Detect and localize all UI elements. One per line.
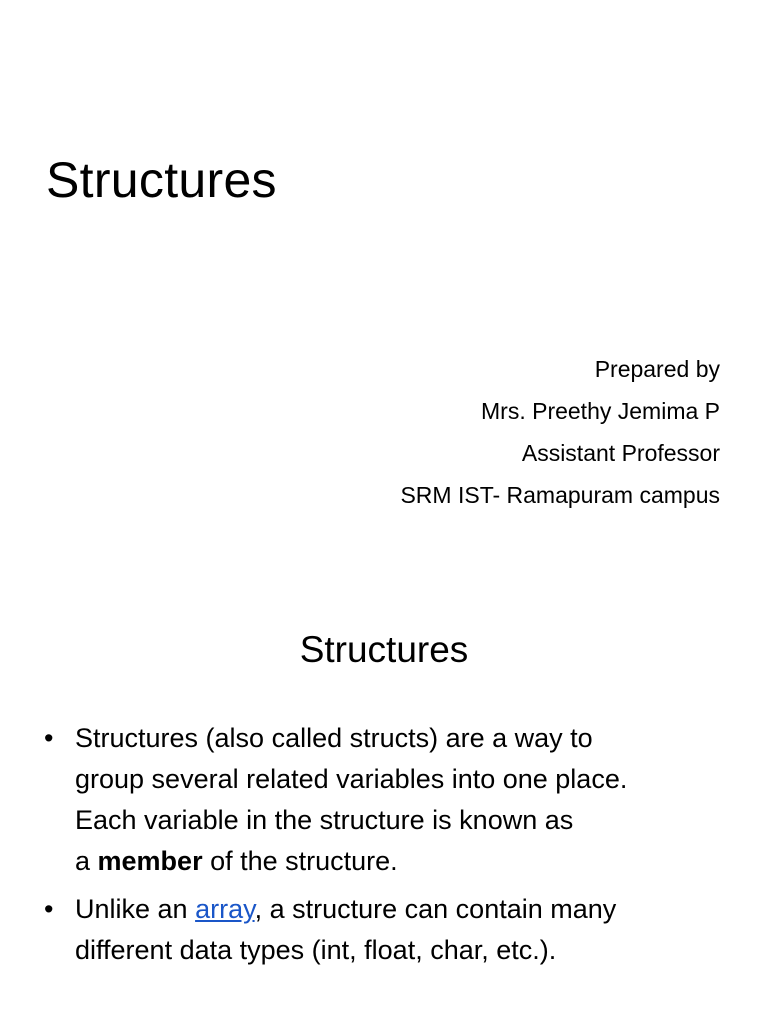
bullet-text-fragment: Unlike an [75, 894, 196, 924]
author-institution-line: SRM IST- Ramapuram campus [400, 482, 720, 508]
array-link[interactable]: array [195, 894, 255, 924]
author-title-line: Assistant Professor [521, 440, 720, 466]
bullet-item-definition [44, 718, 724, 882]
bullet-item-comparison [44, 889, 724, 971]
slide-1-title: Structures [46, 152, 277, 208]
bullet-icon: • [44, 723, 54, 753]
bullet-text-fragment: a [75, 846, 98, 876]
bullet-text-fragment: , a structure can contain many [254, 894, 617, 924]
bullet-text-line [75, 841, 724, 882]
author-name-line: Mrs. Preethy Jemima P [481, 398, 720, 424]
bullet-text-fragment: of the structure. [202, 846, 398, 876]
bullet-list [44, 718, 724, 978]
member-keyword: member [97, 846, 203, 876]
bullet-text-line: Each variable in the structure is known as [75, 805, 574, 835]
bullet-text-line [75, 889, 724, 930]
slide-2-title: Structures [299, 629, 469, 670]
bullet-text-line: Structures (also called structs) are a way to [75, 723, 593, 753]
author-block [400, 348, 720, 516]
bullet-text-line: different data types (int, float, char, etc.). [75, 935, 557, 965]
bullet-text-line: group several related variables into one place. [75, 764, 628, 794]
prepared-by-line: Prepared by [594, 356, 720, 382]
bullet-icon: • [44, 894, 54, 924]
